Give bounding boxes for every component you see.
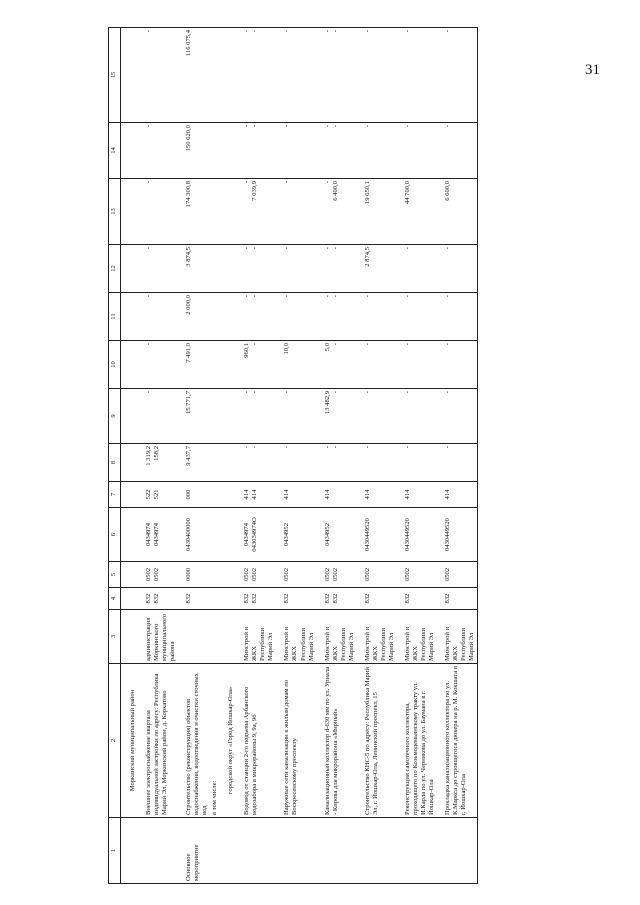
item-name: Реконструкция самотечного коллектора, проходящего по Козьмодемьянскому тракту ул. И.Карла по ул. Чернякова до ул. Баумана в г. Йошкар-Ола xyxy=(403,664,437,818)
cell: - xyxy=(403,293,437,341)
cell: - xyxy=(243,295,251,298)
cell: 13 482,9 xyxy=(323,391,331,415)
cell: - xyxy=(443,293,478,341)
cell: - xyxy=(243,181,251,184)
cell: 0502 xyxy=(363,562,397,588)
cell: 414 xyxy=(403,482,437,508)
col-num-9: 9 xyxy=(109,389,121,444)
cell: 414 xyxy=(251,489,259,500)
cell: - xyxy=(443,389,478,444)
cell: 0430449520 xyxy=(403,508,437,562)
cell: 414 xyxy=(443,482,478,508)
cell: 832 xyxy=(331,593,339,604)
cell: 0434974 xyxy=(153,522,161,547)
responsible: Минстрой и ЖКХ Республики Марий Эл xyxy=(242,610,276,664)
item-name: Строительство КНС-5 по адресу: Республика Марий Эл, г. Йошкар-Ола, Ленинский проспект, 15 xyxy=(363,664,397,818)
cell: 150 620,0 xyxy=(184,123,210,179)
cell: - xyxy=(243,391,251,394)
cell: - xyxy=(403,389,437,444)
including-label: в том числе: xyxy=(210,664,220,818)
cell: 0434952 xyxy=(282,508,316,562)
cell: 043034974O xyxy=(251,517,259,552)
cell: - xyxy=(144,123,178,179)
cell: - xyxy=(403,341,437,389)
cell: 1 319,2 xyxy=(145,446,153,466)
cell: - xyxy=(251,295,259,298)
cell: - xyxy=(363,293,397,341)
col-num-14: 14 xyxy=(109,123,121,179)
cell: 0502 xyxy=(331,567,339,582)
cell: - xyxy=(243,247,251,250)
cell: 0434974 xyxy=(145,522,153,547)
cell: - xyxy=(331,30,339,33)
cell: - xyxy=(282,28,316,123)
col-num-2: 2 xyxy=(109,664,121,818)
cell: 521 xyxy=(153,489,161,500)
cell: - xyxy=(243,446,251,449)
cell: - xyxy=(331,343,339,346)
cell: - xyxy=(144,293,178,341)
cell: - xyxy=(323,30,331,33)
cell: 0430449520 xyxy=(443,508,478,562)
cell: 522 xyxy=(145,489,153,500)
col-num-7: 7 xyxy=(109,482,121,508)
cell: 44 700,0 xyxy=(403,179,437,245)
cell: 0502 xyxy=(153,567,161,582)
item-name: Наружные сети канализации к жилым домам по Воскресенскому проспекту xyxy=(282,664,316,818)
cell: - xyxy=(363,123,397,179)
cell: 9 437,7 xyxy=(184,444,210,482)
cell: 960,1 xyxy=(243,343,251,358)
cell: 414 xyxy=(282,482,316,508)
cell: - xyxy=(323,446,331,449)
cell: - xyxy=(243,30,251,33)
cell: - xyxy=(443,28,478,123)
cell: - xyxy=(144,245,178,293)
item-name: Канализационный коллектор d-630 мм по ул. Уриала - Кирова для микрорайона «Мирный» xyxy=(323,664,357,818)
cell: - xyxy=(363,389,397,444)
cell: 7 039,9 xyxy=(251,181,259,201)
table-row xyxy=(363,28,397,884)
cell: - xyxy=(403,245,437,293)
col-num-10: 10 xyxy=(109,341,121,389)
cell: - xyxy=(403,28,437,123)
cell: 19 650,1 xyxy=(363,179,397,245)
cell: - xyxy=(144,341,178,389)
responsible: Минстрой и ЖКХ Республики Марий Эл xyxy=(323,610,357,664)
cell: - xyxy=(443,444,478,482)
cell: - xyxy=(144,179,178,245)
responsible: Минстрой и ЖКХ Республики Марий Эл xyxy=(282,610,316,664)
district-heading: Моркинский муниципальный район xyxy=(121,664,139,818)
row-type: Основное мероприятие xyxy=(184,818,210,884)
cell: 15 771,7 xyxy=(184,389,210,444)
cell: 0502 xyxy=(403,562,437,588)
table-row xyxy=(144,28,178,884)
responsible: Минстрой и ЖКХ Республики Марий Эл xyxy=(403,610,437,664)
cell: - xyxy=(331,446,339,449)
col-num-3: 3 xyxy=(109,610,121,664)
cell: 174 300,8 xyxy=(184,179,210,245)
cell: - xyxy=(282,444,316,482)
cell: 832 xyxy=(251,593,259,604)
cell: - xyxy=(144,28,178,123)
cell: - xyxy=(443,341,478,389)
col-num-15: 15 xyxy=(109,28,121,123)
cell: - xyxy=(251,125,259,128)
cell: - xyxy=(403,123,437,179)
cell: 832 xyxy=(153,593,161,604)
cell: 832 xyxy=(184,588,210,610)
cell: - xyxy=(251,247,259,250)
cell: 832 xyxy=(323,593,331,604)
cell: 116 075,4 xyxy=(184,28,210,123)
cell: 0434952 xyxy=(323,508,357,562)
col-num-1: 1 xyxy=(109,818,121,884)
cell: - xyxy=(323,295,331,298)
table-row xyxy=(242,28,276,884)
cell: 0434974 xyxy=(243,522,251,547)
cell: - xyxy=(443,245,478,293)
cell: - xyxy=(443,123,478,179)
cell: - xyxy=(282,179,316,245)
cell: 2 000,0 xyxy=(184,293,210,341)
cell: 2 874,5 xyxy=(363,245,397,293)
table-row xyxy=(121,28,139,884)
cell: 0502 xyxy=(145,567,153,582)
item-name: Прокладка канализационного коллектора по ул. К.Маркса до строящегося дюкера на р. М. Кокшага в г. Йошкар-Ола xyxy=(443,664,478,818)
cell: 414 xyxy=(363,482,397,508)
col-num-6: 6 xyxy=(109,508,121,562)
cell: 0502 xyxy=(323,567,331,582)
cell: - xyxy=(282,293,316,341)
cell: 0502 xyxy=(443,562,478,588)
cell: 7 491,0 xyxy=(184,341,210,389)
cell: 414 xyxy=(323,482,357,508)
cell: - xyxy=(144,389,178,444)
cell: 000 xyxy=(184,482,210,508)
cell: - xyxy=(251,30,259,33)
responsible: Минстрой и ЖКХ Республики Марий Эл xyxy=(443,610,478,664)
cell: 0000 xyxy=(184,562,210,588)
cell: - xyxy=(363,444,397,482)
cell: - xyxy=(282,123,316,179)
cell: 414 xyxy=(243,489,251,500)
rotated-budget-table xyxy=(108,28,520,884)
cell: 832 xyxy=(243,593,251,604)
col-num-13: 13 xyxy=(109,179,121,245)
cell: 832 xyxy=(403,588,437,610)
cell: - xyxy=(323,247,331,250)
col-num-11: 11 xyxy=(109,293,121,341)
budget-table xyxy=(108,27,478,884)
cell: - xyxy=(323,125,331,128)
cell: 0502 xyxy=(282,562,316,588)
col-num-8: 8 xyxy=(109,444,121,482)
table-row xyxy=(403,28,437,884)
cell: 158,2 xyxy=(153,446,161,461)
cell: - xyxy=(282,245,316,293)
cell: - xyxy=(251,446,259,449)
city-heading: городской округ «Город Йошкар-Ола» xyxy=(226,664,236,818)
column-number-row xyxy=(109,28,121,884)
table-row xyxy=(323,28,357,884)
col-num-5: 5 xyxy=(109,562,121,588)
cell: 832 xyxy=(443,588,478,610)
cell: - xyxy=(331,247,339,250)
cell: 6 600,0 xyxy=(443,179,478,245)
cell: 0430449520 xyxy=(363,508,397,562)
table-row xyxy=(226,28,236,884)
cell: 832 xyxy=(282,588,316,610)
cell: - xyxy=(331,391,339,394)
cell: 6 400,0 xyxy=(331,181,339,201)
cell: - xyxy=(282,389,316,444)
cell: - xyxy=(323,181,331,184)
item-name: Строительство (реконструкция) объектов водоснабжения, водоотведения и очистки сточных вод xyxy=(184,664,210,818)
cell: - xyxy=(363,28,397,123)
cell: - xyxy=(331,125,339,128)
cell: - xyxy=(243,125,251,128)
cell: 3 874,5 xyxy=(184,245,210,293)
cell: 10,0 xyxy=(282,341,316,389)
cell: 5,0 xyxy=(323,343,331,352)
col-num-4: 4 xyxy=(109,588,121,610)
cell: 0430400000 xyxy=(184,508,210,562)
page-number: 31 xyxy=(585,62,600,78)
cell: 0502 xyxy=(251,567,259,582)
cell: - xyxy=(363,341,397,389)
cell: - xyxy=(251,343,259,346)
item-name: Внешнее электроснабжение квартала индивидуальной застройки по адресу: Республика Марий Эл, Моркинский район, д. Коркатово xyxy=(144,664,178,818)
cell: - xyxy=(331,295,339,298)
table-row xyxy=(443,28,478,884)
responsible: Минстрой и ЖКХ Республики Марий Эл xyxy=(363,610,397,664)
table-row xyxy=(210,28,220,884)
cell: - xyxy=(251,391,259,394)
table-row xyxy=(282,28,316,884)
col-num-12: 12 xyxy=(109,245,121,293)
cell: 0502 xyxy=(243,567,251,582)
cell: 832 xyxy=(363,588,397,610)
table-row xyxy=(184,28,210,884)
responsible: администрация Моркинского муниципального района xyxy=(144,610,178,664)
cell: - xyxy=(403,444,437,482)
item-name: Водовод от станции 2-го подъема Арбанского водозабора в микрорайоны 9, 9а, 9б xyxy=(242,664,276,818)
cell: 832 xyxy=(145,593,153,604)
